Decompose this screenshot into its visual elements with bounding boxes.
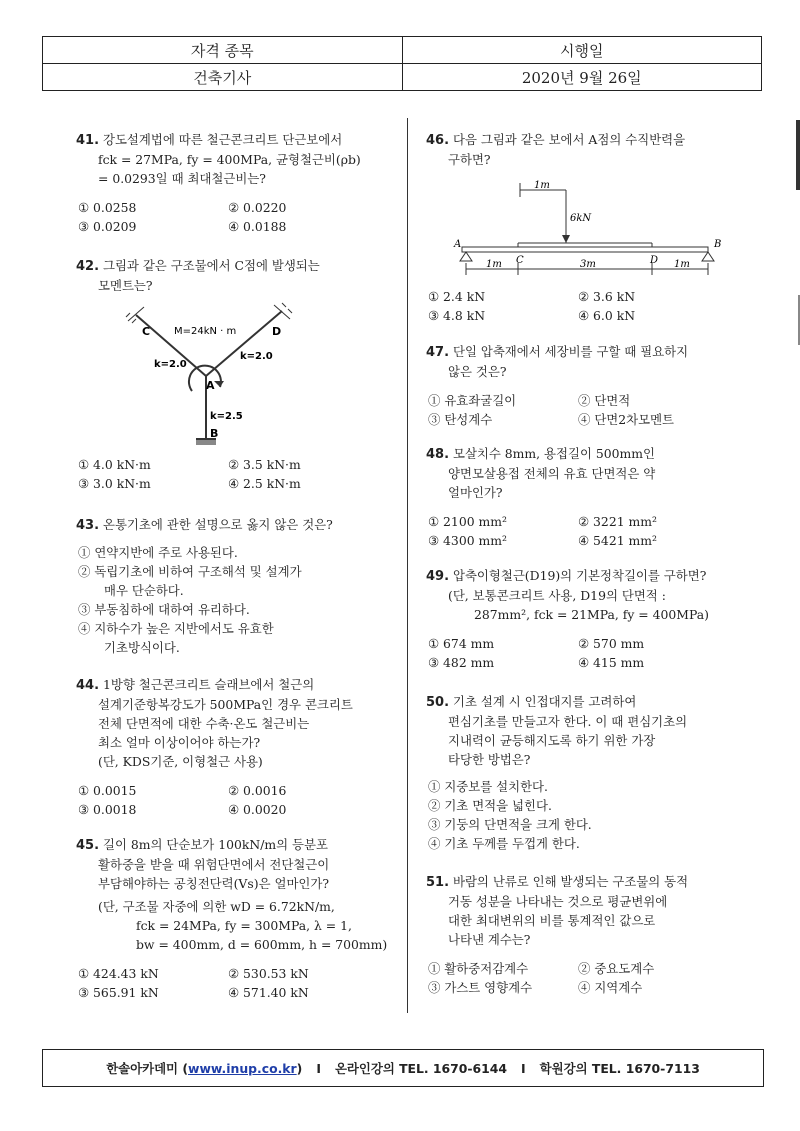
dim-1: 1m <box>486 259 502 270</box>
option-2[interactable]: ② 3.5 kN·m <box>228 457 301 472</box>
question-condition: (단, 구조물 자중에 의한 wD = 6.72kN/m, <box>98 899 335 914</box>
academy-name: 한솔아카데미 <box>106 1061 179 1076</box>
option-1[interactable]: ① 지중보를 설치한다. <box>428 779 548 794</box>
header-date: 2020년 9월 26일 <box>402 64 762 91</box>
question-49 <box>426 566 766 672</box>
member-ad <box>206 311 282 376</box>
question-46 <box>426 130 766 325</box>
option-3[interactable]: ③ 0.0209 <box>78 219 137 234</box>
question-text: 다음 그림과 같은 보에서 A점의 수직반력을 <box>452 132 686 147</box>
option-4[interactable]: ④ 5421 mm² <box>578 533 657 548</box>
footer-offline-phone: 학원강의 TEL. 1670-7113 <box>539 1061 700 1076</box>
option-4[interactable]: ④ 지역계수 <box>578 980 643 995</box>
question-number: 44. <box>76 678 100 693</box>
question-text: 부담해야하는 공칭전단력(Vs)은 얼마인가? <box>98 876 330 891</box>
question-condition: 287mm², fck = 21MPa, fy = 400MPa) <box>474 607 709 622</box>
options <box>76 198 416 236</box>
question-text: fck = 27MPa, fy = 400MPa, 균형철근비(ρb) <box>98 152 361 167</box>
option-3[interactable]: ③ 부동침하에 대하여 유리하다. <box>78 602 250 617</box>
question-condition: bw = 400mm, d = 600mm, h = 700mm) <box>136 937 388 952</box>
question-text: = 0.0293일 때 최대철근비는? <box>98 171 266 186</box>
option-4[interactable]: ④ 6.0 kN <box>578 308 636 323</box>
page-edge-mark <box>796 120 800 190</box>
question-text: 그림과 같은 구조물에서 C점에 발생되는 <box>102 258 320 273</box>
question-number: 47. <box>426 345 450 360</box>
point-b: B <box>714 239 722 250</box>
option-3[interactable]: ③ 기둥의 단면적을 크게 한다. <box>428 817 592 832</box>
question-text: 활하중을 받을 때 위험단면에서 전단철근이 <box>98 857 330 872</box>
question-text: 편심기초를 만들고자 한다. 이 때 편심기초의 <box>448 714 688 729</box>
question-number: 41. <box>76 133 100 148</box>
dim-top: 1m <box>534 180 550 191</box>
question-text: 않은 것은? <box>448 364 507 379</box>
question-45 <box>76 835 416 1002</box>
question-text: 모살치수 8mm, 용접길이 500mm인 <box>452 446 655 461</box>
option-1[interactable]: ① 유효좌굴길이 <box>428 393 517 408</box>
question-text: 압축이형철근(D19)의 기본정착길이를 구하면? <box>452 568 707 583</box>
header-subject: 건축기사 <box>43 64 403 91</box>
frame-figure <box>122 301 322 451</box>
options <box>426 287 766 325</box>
question-43 <box>76 515 416 657</box>
node-d: D <box>272 325 282 338</box>
question-50 <box>426 692 766 853</box>
question-text: 지내력이 균등해지도록 하기 위한 가장 <box>448 733 656 748</box>
option-2[interactable]: ② 0.0220 <box>228 200 287 215</box>
question-41 <box>76 130 416 236</box>
option-1[interactable]: ① 연약지반에 주로 사용된다. <box>78 545 238 560</box>
question-text: 구하면? <box>448 152 491 167</box>
question-text: 얼마인가? <box>448 485 503 500</box>
question-51 <box>426 872 766 997</box>
header-label-subject: 자격 종목 <box>43 37 403 64</box>
footer-separator: I <box>316 1060 321 1076</box>
option-4[interactable]: ④ 0.0020 <box>228 802 287 817</box>
question-text: 강도설계법에 따른 철근콘크리트 단근보에서 <box>102 132 343 147</box>
question-text: 나타낸 계수는? <box>448 932 531 947</box>
option-4[interactable]: ④ 2.5 kN·m <box>228 476 301 491</box>
options <box>76 543 416 657</box>
footer-separator: I <box>521 1060 526 1076</box>
question-condition: fck = 24MPa, fy = 300MPa, λ = 1, <box>136 918 352 933</box>
options <box>426 634 766 672</box>
options <box>426 391 766 429</box>
fixed-support-b <box>196 440 216 445</box>
website-link[interactable]: www.inup.co.kr <box>188 1061 297 1076</box>
node-b: B <box>210 427 219 440</box>
option-1[interactable]: ① 0.0015 <box>78 783 137 798</box>
question-text: 타당한 방법은? <box>448 752 531 767</box>
option-1[interactable]: ① 4.0 kN·m <box>78 457 151 472</box>
option-2[interactable]: ② 570 mm <box>578 636 645 651</box>
option-2[interactable]: ② 기초 면적을 넓힌다. <box>428 798 552 813</box>
question-condition: (단, 보통콘크리트 사용, D19의 단면적 : <box>448 588 666 603</box>
option-3[interactable]: ③ 가스트 영향계수 <box>428 980 533 995</box>
option-4[interactable]: ④ 571.40 kN <box>228 985 309 1000</box>
point-d: D <box>650 255 659 266</box>
option-4[interactable]: ④ 0.0188 <box>228 219 287 234</box>
options <box>426 959 766 997</box>
option-1[interactable]: ① 424.43 kN <box>78 966 159 981</box>
moment-arrow-icon <box>189 366 221 391</box>
option-3[interactable]: ③ 탄성계수 <box>428 412 493 427</box>
options <box>76 455 416 493</box>
load-label: 6kN <box>570 213 592 224</box>
question-text: 전체 단면적에 대한 수축·온도 철근비는 <box>98 716 310 731</box>
beam-figure <box>430 175 730 285</box>
footer-online-phone: 온라인강의 TEL. 1670-6144 <box>334 1061 508 1076</box>
dim-3: 1m <box>674 259 690 270</box>
option-3[interactable]: ③ 0.0018 <box>78 802 137 817</box>
option-1[interactable]: ① 2.4 kN <box>428 289 486 304</box>
option-2-cont: 매우 단순하다. <box>104 583 184 598</box>
option-2[interactable]: ② 530.53 kN <box>228 966 309 981</box>
option-2[interactable]: ② 0.0016 <box>228 783 287 798</box>
question-44 <box>76 675 416 819</box>
question-text: 양면모살용접 전체의 유효 단면적은 약 <box>448 466 656 481</box>
load-arrow-icon <box>562 235 570 243</box>
stiffness-ac: k=2.0 <box>154 359 187 370</box>
question-42 <box>76 256 416 493</box>
question-text: 길이 8m의 단순보가 100kN/m의 등분포 <box>102 837 328 852</box>
header-table <box>42 36 762 91</box>
options <box>426 512 766 550</box>
question-text: 기초 설계 시 인접대지를 고려하여 <box>452 694 637 709</box>
node-a: A <box>206 379 215 392</box>
option-2[interactable]: ② 3.6 kN <box>578 289 636 304</box>
question-text: 대한 최대변위의 비를 통계적인 값으로 <box>448 913 656 928</box>
footer <box>42 1049 764 1087</box>
header-label-date: 시행일 <box>402 37 762 64</box>
question-text: 바람의 난류로 인해 발생되는 구조물의 동적 <box>452 874 689 889</box>
dim-2: 3m <box>580 259 596 270</box>
option-2[interactable]: ② 3221 mm² <box>578 514 657 529</box>
option-1[interactable]: ① 0.0258 <box>78 200 137 215</box>
question-text: 온통기초에 관한 설명으로 옳지 않은 것은? <box>102 517 333 532</box>
stiffness-ab: k=2.5 <box>210 411 243 422</box>
question-text: 단일 압축재에서 세장비를 구할 때 필요하지 <box>452 344 689 359</box>
question-number: 46. <box>426 133 450 148</box>
options <box>76 964 416 1002</box>
option-2[interactable]: ② 중요도계수 <box>578 961 655 976</box>
option-3[interactable]: ③ 4.8 kN <box>428 308 486 323</box>
option-3[interactable]: ③ 565.91 kN <box>78 985 159 1000</box>
question-47 <box>426 342 766 429</box>
options <box>426 777 766 853</box>
question-number: 42. <box>76 259 100 274</box>
option-1[interactable]: ① 674 mm <box>428 636 495 651</box>
option-1[interactable]: ① 2100 mm² <box>428 514 507 529</box>
option-2[interactable]: ② 독립기초에 비하여 구조해석 및 설계가 <box>78 564 302 579</box>
question-48 <box>426 444 766 550</box>
node-c: C <box>142 325 151 338</box>
option-3[interactable]: ③ 3.0 kN·m <box>78 476 151 491</box>
question-number: 51. <box>426 875 450 890</box>
option-3[interactable]: ③ 4300 mm² <box>428 533 507 548</box>
option-4[interactable]: ④ 단면2차모멘트 <box>578 412 675 427</box>
option-2[interactable]: ② 단면적 <box>578 393 631 408</box>
question-text: 설계기준항복강도가 500MPa인 경우 콘크리트 <box>98 697 353 712</box>
question-text: 거동 성분을 나타내는 것으로 평균변위에 <box>448 894 668 909</box>
question-number: 50. <box>426 695 450 710</box>
question-number: 49. <box>426 569 450 584</box>
moment-label: M=24kN · m <box>174 326 237 337</box>
option-4[interactable]: ④ 415 mm <box>578 655 645 670</box>
question-number: 48. <box>426 447 450 462</box>
option-4[interactable]: ④ 지하수가 높은 지반에서도 유효한 <box>78 621 274 636</box>
stiffness-ad: k=2.0 <box>240 351 273 362</box>
options <box>76 781 416 819</box>
option-4-cont: 기초방식이다. <box>104 640 180 655</box>
question-number: 43. <box>76 518 100 533</box>
roller-support-b-icon <box>702 252 714 261</box>
point-c: C <box>516 255 524 266</box>
pin-support-a-icon <box>460 252 472 261</box>
question-text: 모멘트는? <box>98 278 153 293</box>
point-a: A <box>454 239 462 250</box>
option-3[interactable]: ③ 482 mm <box>428 655 495 670</box>
question-number: 45. <box>76 838 100 853</box>
footer-academy: 한솔아카데미 (www.inup.co.kr) <box>106 1061 303 1076</box>
option-4[interactable]: ④ 기초 두께를 두껍게 한다. <box>428 836 580 851</box>
question-text: 1방향 철근콘크리트 슬래브에서 철근의 <box>102 677 315 692</box>
question-text: (단, KDS기준, 이형철근 사용) <box>98 754 263 769</box>
option-1[interactable]: ① 활하중저감계수 <box>428 961 529 976</box>
question-text: 최소 얼마 이상이어야 하는가? <box>98 735 261 750</box>
